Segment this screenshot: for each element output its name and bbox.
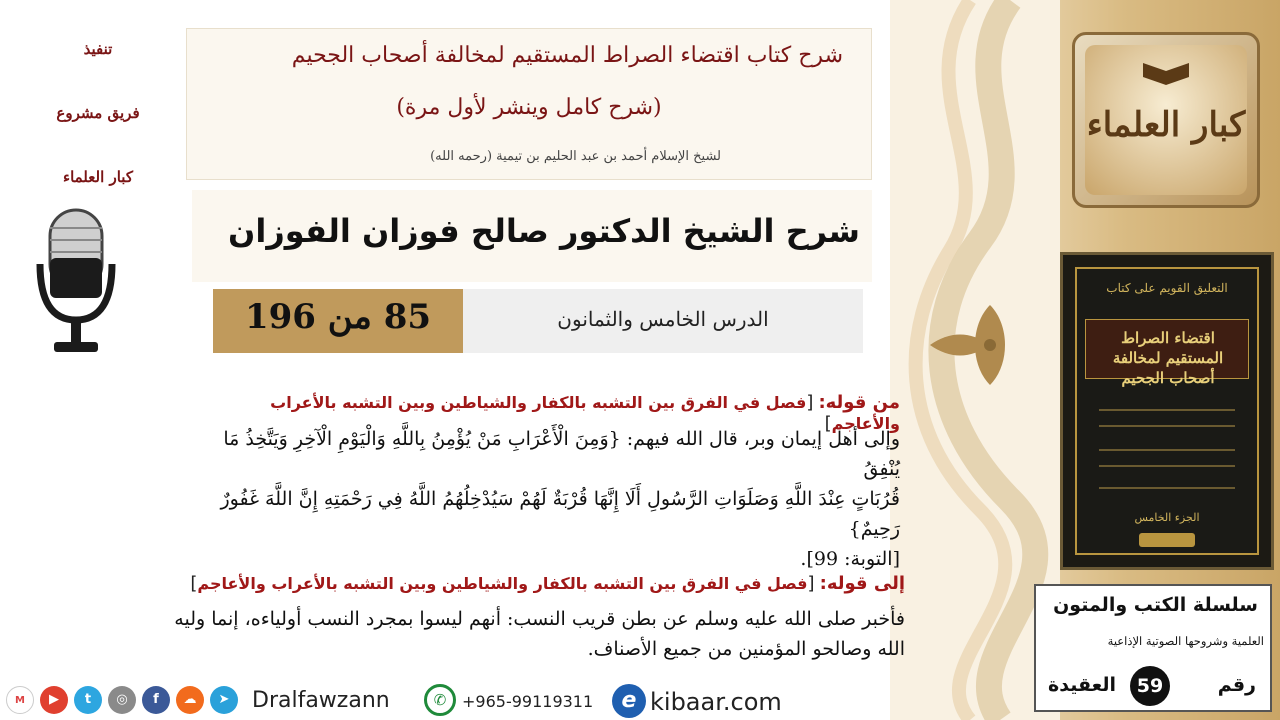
to-heading-row [145, 573, 905, 594]
credit-line-3: كبار العلماء [63, 168, 133, 186]
bracket-open: [ [807, 573, 815, 594]
series-title: سلسلة الكتب والمتون [1053, 594, 1258, 616]
instagram-icon[interactable]: ◎ [108, 686, 136, 714]
logo-text: كبار العلماء [1086, 105, 1246, 145]
bracket-open: [ [806, 392, 814, 413]
book-text-line [1099, 409, 1235, 411]
book-text-line [1099, 465, 1235, 467]
whatsapp-icon[interactable]: ✆ [424, 684, 456, 716]
logo-inner [1085, 45, 1247, 195]
lesson-name: الدرس الخامس والثمانون [557, 307, 769, 331]
lesson-count: 85 من 196 [244, 297, 432, 337]
from-text-line: قُرُبَاتٍ عِنْدَ اللَّهِ وَصَلَوَاتِ الرَّسُولِ أَلَا إِنَّهَا قُرْبَةٌ لَهُمْ سَيُدْخِلُهُمُ اللَّهُ فِي رَحْمَتِهِ إِنَّ اللَّهَ غَفُورٌ رَحِيمٌ} [220, 488, 900, 540]
book-author: لشيخ الإسلام أحمد بن عبد الحليم بن تيمية (رحمه الله) [430, 149, 721, 164]
series-card [1034, 584, 1272, 712]
from-text [210, 424, 900, 574]
youtube-icon[interactable]: ▶ [40, 686, 68, 714]
soundcloud-icon[interactable]: ☁ [176, 686, 204, 714]
book-volume: الجزء الخامس [1134, 511, 1200, 524]
gmail-icon[interactable]: M [6, 686, 34, 714]
book-title-card [186, 28, 872, 180]
sheikh-name: شرح الشيخ الدكتور صالح فوزان الفوزان [228, 212, 860, 250]
series-number-badge: 59 [1130, 666, 1170, 706]
book-text-line [1099, 487, 1235, 489]
website-link[interactable]: kibaar.com [650, 688, 782, 716]
series-number-label: رقم [1217, 674, 1256, 696]
book-text-line [1099, 449, 1235, 451]
book-cover-inner [1075, 267, 1259, 555]
telegram-icon[interactable]: ➤ [210, 686, 238, 714]
credit-line-2: فريق مشروع [56, 104, 140, 122]
book-cover [1060, 252, 1274, 570]
social-handle[interactable]: Dralfawzann [252, 688, 390, 713]
open-book-icon [1141, 59, 1191, 89]
to-label: إلى قوله: [819, 573, 905, 594]
to-text-line: الله وصالحو المؤمنين من جميع الأصناف. [587, 638, 905, 660]
series-topic: العقيدة [1048, 674, 1116, 696]
book-text-line [1099, 425, 1235, 427]
book-publisher: التعليق القويم على كتاب [1106, 281, 1228, 295]
to-text [25, 604, 905, 664]
book-cover-title: اقتضاء الصراط المستقيم لمخالفة أصحاب الجحيم [1112, 329, 1224, 387]
kibaar-logo [1072, 32, 1260, 208]
from-text-line: وإلى أهل إيمان وبر، قال الله فيهم: {وَمِنَ الْأَعْرَابِ مَنْ يُؤْمِنُ بِاللَّهِ وَالْيَوْمِ الْآخِرِ وَيَتَّخِذُ مَا يُنْفِقُ [223, 428, 900, 480]
publisher-badge [1139, 533, 1195, 547]
phone-number[interactable]: +965-99119311 [462, 692, 594, 711]
twitter-icon[interactable]: t [74, 686, 102, 714]
book-subtitle: (شرح كامل وينشر لأول مرة) [396, 95, 662, 120]
book-title: شرح كتاب اقتضاء الصراط المستقيم لمخالفة أصحاب الجحيم [291, 43, 843, 68]
microphone-icon [34, 208, 118, 356]
series-subtitle: العلمية وشروحها الصوتية الإذاعية [1107, 634, 1264, 648]
to-text-line: فأخبر صلى الله عليه وسلم عن بطن قريب النسب: أنهم ليسوا بمجرد النسب أولياءه، إنما وليه [174, 608, 905, 630]
bracket-close: ] [190, 573, 198, 594]
book-title-band [1085, 319, 1249, 387]
bracket-close: ] [824, 413, 832, 434]
from-text-line: [التوبة: 99]. [800, 548, 900, 570]
from-heading: فصل في الفرق بين التشبه بالكفار والشياطين وبين التشبه بالأعراب والأعاجم [270, 393, 900, 433]
credit-line-1: تنفيذ [83, 40, 113, 58]
facebook-icon[interactable]: f [142, 686, 170, 714]
to-heading: فصل في الفرق بين التشبه بالكفار والشياطين وبين التشبه بالأعراب والأعاجم [197, 574, 808, 593]
lesson-box [213, 289, 863, 353]
website-icon[interactable]: e [612, 684, 646, 718]
from-label: من قوله: [818, 392, 900, 413]
sheikh-card [192, 190, 872, 282]
